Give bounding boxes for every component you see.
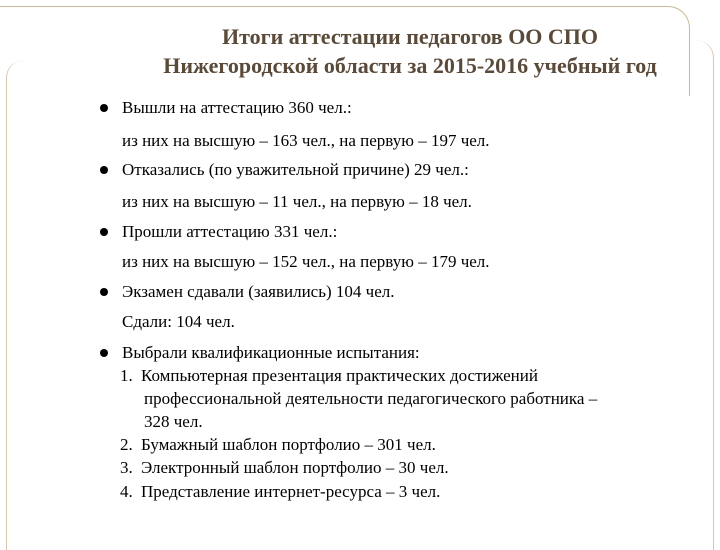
- bullet-text: Прошли аттестацию 331 чел.:: [122, 222, 338, 241]
- bullet-dot-icon: [100, 228, 108, 236]
- numbered-item-text: Электронный шаблон портфолио – 30 чел.: [141, 458, 449, 477]
- bullet-text: Экзамен сдавали (заявились) 104 чел.: [122, 282, 395, 301]
- bullet-text: Отказались (по уважительной причине) 29 чел.:: [122, 160, 469, 179]
- bullet-subtext: из них на высшую – 163 чел., на первую – 197 чел.: [122, 131, 490, 150]
- numbered-item-number: 1.: [120, 366, 133, 385]
- numbered-item-text-continued: профессиональной деятельности педагогического работника –: [144, 389, 598, 408]
- bullet-text: Вышли на аттестацию 360 чел.:: [122, 98, 352, 117]
- numbered-item-number: 4.: [120, 482, 133, 501]
- title-line-1: Итоги аттестации педагогов ОО СПО: [221, 24, 599, 49]
- bullet-dot-icon: [100, 349, 108, 357]
- numbered-item-text: Представление интернет-ресурса – 3 чел.: [141, 482, 441, 501]
- bullet-subtext: Сдали: 104 чел.: [122, 312, 235, 331]
- title-line-2: Нижегородской области за 2015-2016 учебный год: [163, 53, 657, 78]
- numbered-item-number: 3.: [120, 458, 133, 477]
- numbered-item-text: Бумажный шаблон портфолио – 301 чел.: [141, 435, 436, 454]
- slide-title: [100, 22, 720, 80]
- bullet-subtext: из них на высшую – 152 чел., на первую – 179 чел.: [122, 252, 490, 271]
- bullet-dot-icon: [100, 288, 108, 296]
- bullet-dot-icon: [100, 166, 108, 174]
- bullet-dot-icon: [100, 104, 108, 112]
- numbered-item-text: Компьютерная презентация практических достижений: [141, 366, 538, 385]
- bullet-text: Выбрали квалификационные испытания:: [122, 343, 420, 362]
- numbered-item-number: 2.: [120, 435, 133, 454]
- decorative-frame-right: [694, 40, 714, 550]
- numbered-item-text-continued: 328 чел.: [144, 412, 203, 431]
- decorative-frame-left: [6, 60, 26, 550]
- bullet-subtext: из них на высшую – 11 чел., на первую – 18 чел.: [122, 192, 472, 211]
